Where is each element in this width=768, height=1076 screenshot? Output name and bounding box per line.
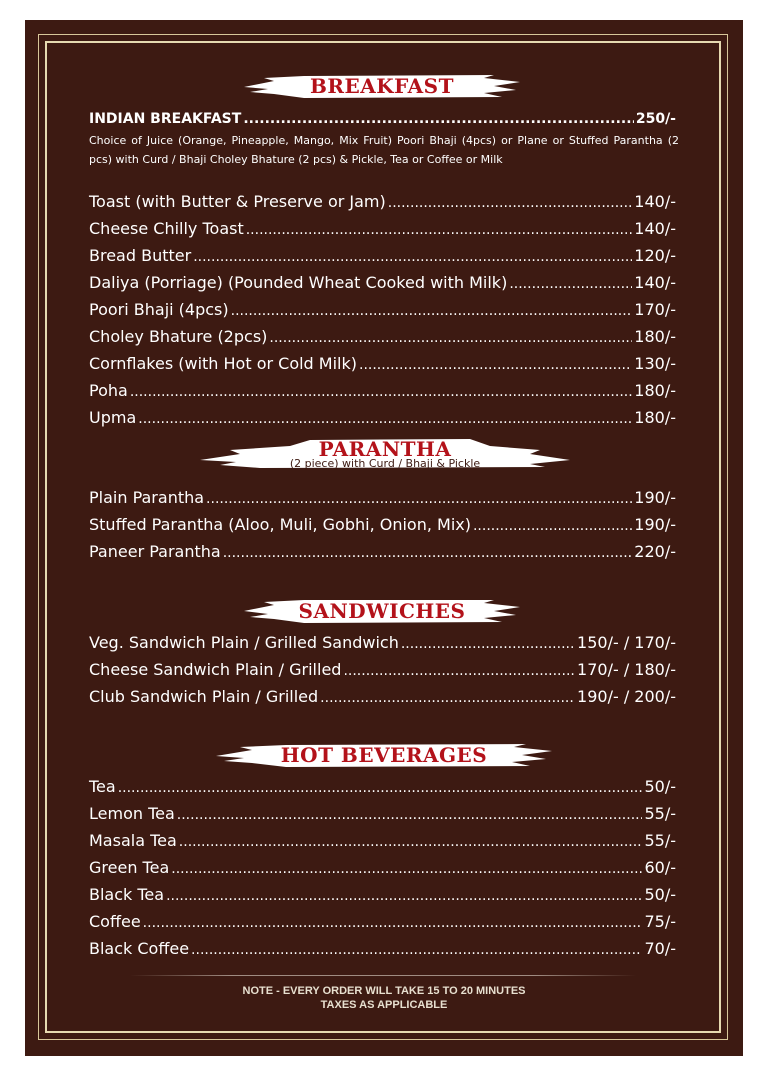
menu-item bbox=[89, 541, 676, 563]
menu-item bbox=[89, 911, 676, 933]
menu-item bbox=[89, 245, 676, 267]
leader-dots bbox=[269, 327, 632, 349]
menu-item bbox=[89, 659, 676, 681]
section-title: HOT BEVERAGES bbox=[280, 743, 488, 767]
menu-item bbox=[89, 857, 676, 879]
item-price: 190/- bbox=[634, 515, 676, 534]
item-name: Paneer Parantha bbox=[89, 542, 221, 561]
item-name: Tea bbox=[89, 777, 116, 796]
leader-dots bbox=[388, 192, 633, 214]
leader-dots bbox=[231, 300, 633, 322]
hot-beverages-banner bbox=[216, 741, 552, 769]
item-name: Cheese Chilly Toast bbox=[89, 219, 244, 238]
leader-dots bbox=[246, 219, 633, 241]
menu-item bbox=[89, 218, 676, 240]
item-name: Poori Bhaji (4pcs) bbox=[89, 300, 229, 319]
item-price: 50/- bbox=[644, 885, 676, 904]
item-name: Green Tea bbox=[89, 858, 170, 877]
menu-item bbox=[89, 353, 676, 375]
item-price: 180/- bbox=[634, 327, 676, 346]
item-price: 55/- bbox=[644, 804, 676, 823]
leader-dots bbox=[138, 408, 632, 430]
item-price: 180/- bbox=[634, 408, 676, 427]
item-name: Stuffed Parantha (Aloo, Muli, Gobhi, Onion, Mix) bbox=[89, 515, 471, 534]
leader-dots bbox=[171, 858, 642, 880]
leader-dots bbox=[401, 633, 575, 655]
section-title: SANDWICHES bbox=[298, 599, 466, 623]
item-name: Bread Butter bbox=[89, 246, 192, 265]
leader-dots bbox=[177, 804, 643, 826]
footer-divider bbox=[130, 975, 636, 976]
order-note: NOTE - EVERY ORDER WILL TAKE 15 TO 20 MINUTES bbox=[242, 985, 526, 997]
menu-item bbox=[89, 407, 676, 429]
item-price: 60/- bbox=[644, 858, 676, 877]
item-name: Cheese Sandwich Plain / Grilled bbox=[89, 660, 342, 679]
menu-item bbox=[89, 487, 676, 509]
section-subtitle: (2 piece) with Curd / Bhaji & Pickle bbox=[289, 457, 481, 470]
menu-item bbox=[89, 514, 676, 536]
section-title: BREAKFAST bbox=[309, 74, 455, 98]
item-name: Black Coffee bbox=[89, 939, 190, 958]
item-price: 130/- bbox=[634, 354, 676, 373]
item-name: Club Sandwich Plain / Grilled bbox=[89, 687, 319, 706]
item-price: 70/- bbox=[644, 939, 676, 958]
leader-dots bbox=[191, 939, 642, 961]
menu-item bbox=[89, 938, 676, 960]
menu-item bbox=[89, 803, 676, 825]
item-name: Veg. Sandwich Plain / Grilled Sandwich bbox=[89, 633, 399, 652]
item-price: 75/- bbox=[644, 912, 676, 931]
item-price: 120/- bbox=[634, 246, 676, 265]
leader-dots bbox=[343, 660, 575, 682]
item-name: Coffee bbox=[89, 912, 141, 931]
leader-dots bbox=[223, 542, 633, 564]
item-price: 220/- bbox=[634, 542, 676, 561]
item-price: 190/- / 200/- bbox=[577, 687, 676, 706]
item-price: 170/- / 180/- bbox=[577, 660, 676, 679]
item-description: Choice of Juice (Orange, Pineapple, Mango, Mix Fruit) Poori Bhaji (4pcs) or Plane or Stuffed Parantha (2 pcs) with Curd / Bhaji Choley Bhature (2 pcs) & Pickle, Tea or Coffee or Milk bbox=[89, 134, 679, 166]
item-name: Cornflakes (with Hot or Cold Milk) bbox=[89, 354, 357, 373]
item-name: Poha bbox=[89, 381, 128, 400]
taxes-note: TAXES AS APPLICABLE bbox=[320, 999, 448, 1011]
menu-item bbox=[89, 299, 676, 321]
item-name: Lemon Tea bbox=[89, 804, 175, 823]
item-price: 140/- bbox=[634, 192, 676, 211]
menu-item-featured bbox=[89, 108, 676, 130]
leader-dots bbox=[143, 912, 643, 934]
item-price: 170/- bbox=[634, 300, 676, 319]
leader-dots bbox=[193, 246, 632, 268]
menu-item bbox=[89, 632, 676, 654]
parantha-banner bbox=[200, 436, 570, 472]
leader-dots bbox=[320, 687, 575, 709]
item-name: Toast (with Butter & Preserve or Jam) bbox=[89, 192, 386, 211]
item-name: Choley Bhature (2pcs) bbox=[89, 327, 268, 346]
section-title: PARANTHA bbox=[318, 437, 452, 461]
leader-dots bbox=[509, 273, 632, 295]
menu-item bbox=[89, 830, 676, 852]
leader-dots bbox=[243, 108, 634, 130]
menu-item bbox=[89, 380, 676, 402]
item-name: Plain Parantha bbox=[89, 488, 205, 507]
item-name: INDIAN BREAKFAST bbox=[89, 111, 242, 127]
item-name: Daliya (Porriage) (Pounded Wheat Cooked with Milk) bbox=[89, 273, 508, 292]
menu-item bbox=[89, 686, 676, 708]
item-price: 50/- bbox=[644, 777, 676, 796]
leader-dots bbox=[118, 777, 643, 799]
leader-dots bbox=[206, 488, 632, 510]
item-price: 140/- bbox=[634, 219, 676, 238]
leader-dots bbox=[359, 354, 632, 376]
breakfast-banner bbox=[244, 72, 520, 100]
leader-dots bbox=[130, 381, 632, 403]
item-price: 180/- bbox=[634, 381, 676, 400]
menu-item bbox=[89, 326, 676, 348]
item-price: 150/- / 170/- bbox=[577, 633, 676, 652]
leader-dots bbox=[179, 831, 643, 853]
leader-dots bbox=[166, 885, 642, 907]
item-name: Black Tea bbox=[89, 885, 165, 904]
sandwiches-banner bbox=[244, 597, 520, 625]
menu-item bbox=[89, 272, 676, 294]
item-price: 190/- bbox=[634, 488, 676, 507]
item-name: Masala Tea bbox=[89, 831, 177, 850]
item-price: 250/- bbox=[635, 111, 676, 127]
menu-item bbox=[89, 191, 676, 213]
item-name: Upma bbox=[89, 408, 137, 427]
menu-item bbox=[89, 884, 676, 906]
menu-item bbox=[89, 776, 676, 798]
leader-dots bbox=[473, 515, 632, 537]
item-price: 55/- bbox=[644, 831, 676, 850]
item-price: 140/- bbox=[634, 273, 676, 292]
